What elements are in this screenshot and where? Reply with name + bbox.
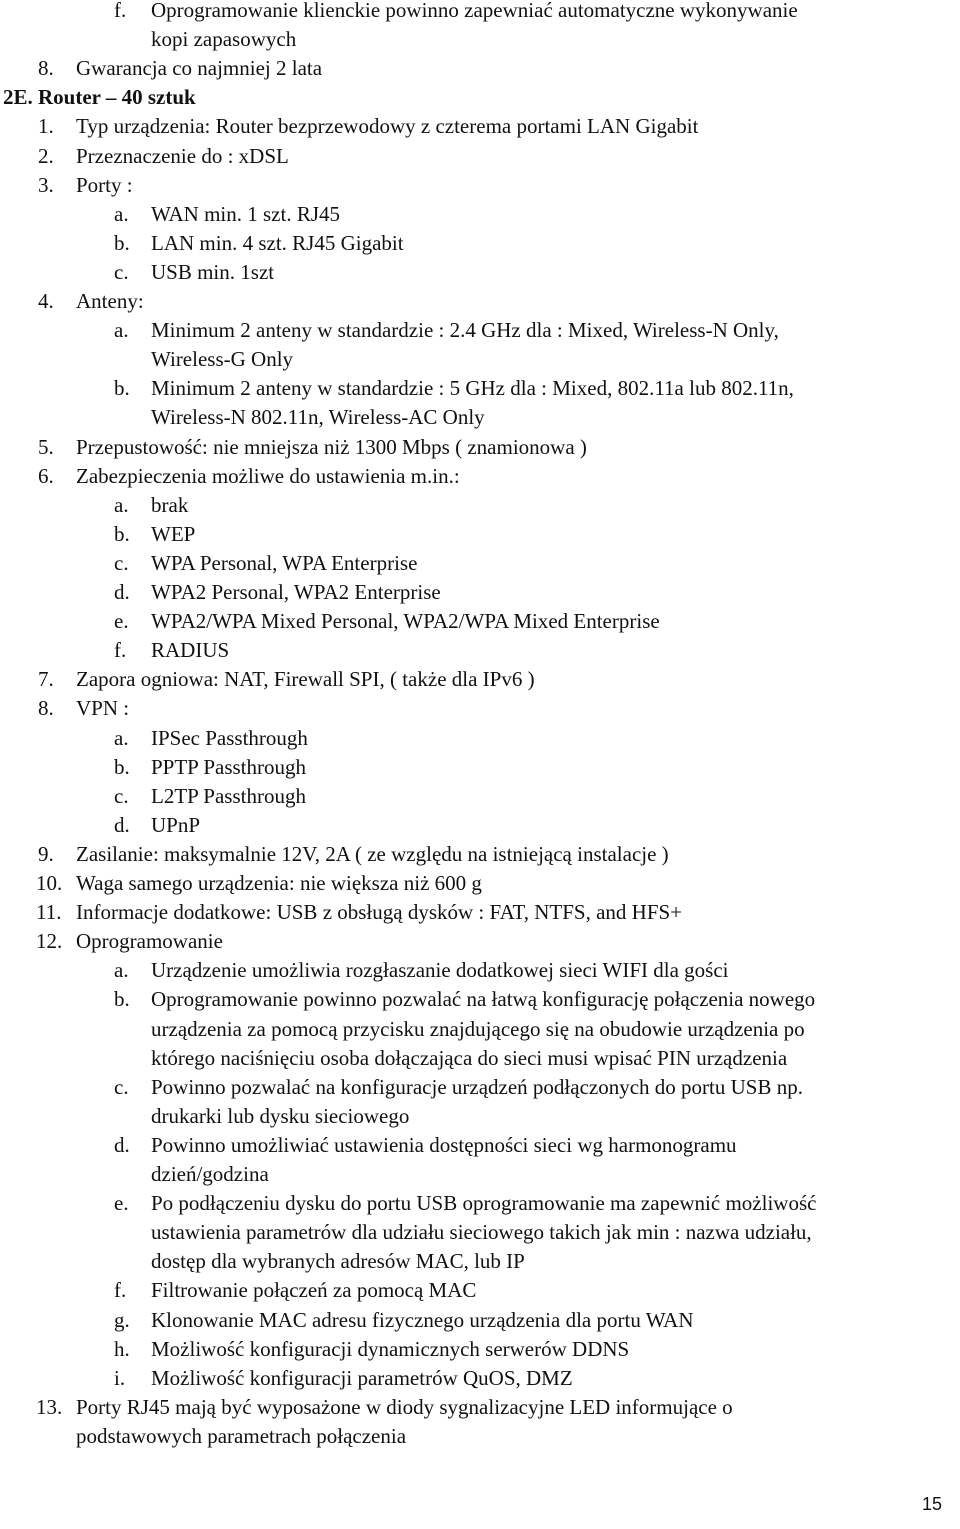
list-item-text: Możliwość konfiguracji parametrów QuOS, DMZ bbox=[151, 1365, 573, 1390]
list-marker: 9. bbox=[38, 841, 54, 866]
list-marker: h. bbox=[114, 1336, 130, 1361]
list-item-text: VPN : bbox=[76, 696, 130, 721]
list-marker: a. bbox=[114, 201, 129, 226]
list-marker: e. bbox=[114, 609, 129, 634]
list-item-text: Powinno umożliwiać ustawienia dostępności sieci wg harmonogramu bbox=[151, 1132, 737, 1157]
list-item-text: WPA2/WPA Mixed Personal, WPA2/WPA Mixed Enterprise bbox=[151, 609, 660, 634]
list-marker: 12. bbox=[36, 929, 63, 954]
list-marker: d. bbox=[114, 1132, 130, 1157]
list-marker: g. bbox=[114, 1307, 130, 1332]
list-item-text: którego naciśnięciu osoba dołączająca do sieci musi wpisać PIN urządzenia bbox=[151, 1045, 788, 1070]
list-item-text: dzień/godzina bbox=[151, 1162, 269, 1186]
list-item-text: Oprogramowanie klienckie powinno zapewniać automatyczne wykonywanie bbox=[151, 0, 798, 22]
list-item-text: Gwarancja co najmniej 2 lata bbox=[76, 56, 323, 81]
list-item-text: WAN min. 1 szt. RJ45 bbox=[151, 201, 340, 226]
list-item-text: Minimum 2 anteny w standardzie : 2.4 GHz dla : Mixed, Wireless-N Only, bbox=[151, 318, 779, 343]
list-item-text: UPnP bbox=[151, 812, 201, 837]
list-item-text: LAN min. 4 szt. RJ45 Gigabit bbox=[151, 230, 404, 255]
list-marker: 8. bbox=[38, 696, 54, 721]
list-marker: 1. bbox=[38, 114, 54, 139]
list-item-text: IPSec Passthrough bbox=[151, 725, 308, 750]
list-marker: 4. bbox=[38, 289, 54, 313]
list-item-text: Typ urządzenia: Router bezprzewodowy z czterema portami LAN Gigabit bbox=[76, 114, 699, 139]
list-item-text: RADIUS bbox=[151, 638, 230, 663]
list-marker: c. bbox=[114, 550, 129, 575]
list-item-text: Przeznaczenie do : xDSL bbox=[76, 143, 289, 168]
page-number: 15 bbox=[921, 1494, 942, 1514]
list-marker: d. bbox=[114, 580, 130, 604]
list-item-text: Możliwość konfiguracji dynamicznych serwerów DDNS bbox=[151, 1336, 630, 1361]
list-item-text: Zabezpieczenia możliwe do ustawienia m.in.: bbox=[76, 463, 460, 488]
list-marker: 6. bbox=[38, 463, 54, 488]
list-item-text: Minimum 2 anteny w standardzie : 5 GHz dla : Mixed, 802.11a lub 802.11n, bbox=[151, 376, 794, 401]
list-item-text: Oprogramowanie powinno pozwalać na łatwą konfigurację połączenia nowego bbox=[151, 987, 816, 1012]
list-item-text: USB min. 1szt bbox=[151, 259, 275, 284]
list-marker: c. bbox=[114, 1074, 129, 1099]
list-marker: 13. bbox=[36, 1394, 63, 1419]
list-item-text: drukarki lub dysku sieciowego bbox=[151, 1103, 410, 1128]
list-item-text: WPA Personal, WPA Enterprise bbox=[151, 550, 418, 575]
list-marker: e. bbox=[114, 1191, 129, 1216]
list-item-text: Zapora ogniowa: NAT, Firewall SPI, ( także dla IPv6 ) bbox=[76, 667, 535, 692]
list-item-text: Po podłączeniu dysku do portu USB oprogramowanie ma zapewnić możliwość bbox=[151, 1191, 817, 1216]
list-marker: b. bbox=[114, 754, 130, 779]
list-item-text: Oprogramowanie bbox=[76, 929, 223, 954]
list-item-text: Urządzenie umożliwia rozgłaszanie dodatkowej sieci WIFI dla gości bbox=[151, 958, 729, 983]
list-marker: b. bbox=[114, 521, 130, 546]
list-item-text: Wireless-G Only bbox=[151, 347, 294, 372]
section-heading: 2E. Router – 40 sztuk bbox=[3, 85, 196, 110]
list-item-text: Waga samego urządzenia: nie większa niż 600 g bbox=[76, 871, 482, 895]
list-marker: b. bbox=[114, 376, 130, 401]
list-item-text: Przepustowość: nie mniejsza niż 1300 Mbps ( znamionowa ) bbox=[76, 434, 587, 459]
list-marker: f. bbox=[114, 0, 127, 22]
list-item-text: Anteny: bbox=[76, 289, 144, 313]
list-marker: f. bbox=[114, 1278, 127, 1303]
list-marker: a. bbox=[114, 492, 129, 517]
list-marker: 7. bbox=[38, 667, 54, 692]
list-marker: 8. bbox=[38, 56, 54, 81]
list-item-text: Klonowanie MAC adresu fizycznego urządzenia dla portu WAN bbox=[151, 1307, 694, 1332]
list-item-text: kopi zapasowych bbox=[151, 27, 297, 52]
list-item-text: Wireless-N 802.11n, Wireless-AC Only bbox=[151, 405, 485, 430]
list-item-text: Zasilanie: maksymalnie 12V, 2A ( ze względu na istniejącą instalacje ) bbox=[76, 841, 669, 866]
list-marker: 11. bbox=[36, 900, 62, 925]
list-marker: b. bbox=[114, 987, 130, 1012]
list-marker: c. bbox=[114, 259, 129, 284]
list-item-text: Porty : bbox=[76, 172, 133, 197]
list-item-text: Porty RJ45 mają być wyposażone w diody sygnalizacyjne LED informujące o bbox=[76, 1394, 733, 1419]
list-marker: 10. bbox=[36, 871, 63, 895]
list-item-text: PPTP Passthrough bbox=[151, 754, 307, 779]
list-marker: 2. bbox=[38, 143, 54, 168]
list-marker: b. bbox=[114, 230, 130, 255]
list-item-text: podstawowych parametrach połączenia bbox=[76, 1423, 407, 1448]
list-item-text: Powinno pozwalać na konfiguracje urządzeń podłączonych do portu USB np. bbox=[151, 1074, 803, 1099]
list-item-text: Filtrowanie połączeń za pomocą MAC bbox=[151, 1278, 477, 1303]
list-marker: a. bbox=[114, 958, 129, 983]
list-item-text: WPA2 Personal, WPA2 Enterprise bbox=[151, 580, 441, 604]
list-marker: d. bbox=[114, 812, 130, 837]
list-marker: a. bbox=[114, 725, 129, 750]
list-marker: c. bbox=[114, 783, 129, 808]
list-item-text: ustawienia parametrów dla udziału sieciowego takich jak min : nazwa udziału, bbox=[151, 1220, 812, 1245]
list-item-text: WEP bbox=[151, 521, 196, 546]
list-item-text: brak bbox=[151, 492, 189, 517]
list-item-text: Informacje dodatkowe: USB z obsługą dysków : FAT, NTFS, and HFS+ bbox=[76, 900, 683, 925]
list-marker: i. bbox=[114, 1365, 126, 1390]
list-marker: 5. bbox=[38, 434, 54, 459]
list-item-text: urządzenia za pomocą przycisku znajdującego się na obudowie urządzenia po bbox=[151, 1016, 805, 1041]
list-item-text: L2TP Passthrough bbox=[151, 783, 306, 808]
list-marker: 3. bbox=[38, 172, 54, 197]
list-marker: f. bbox=[114, 638, 127, 663]
list-item-text: dostęp dla wybranych adresów MAC, lub IP bbox=[151, 1249, 525, 1274]
list-marker: a. bbox=[114, 318, 129, 343]
